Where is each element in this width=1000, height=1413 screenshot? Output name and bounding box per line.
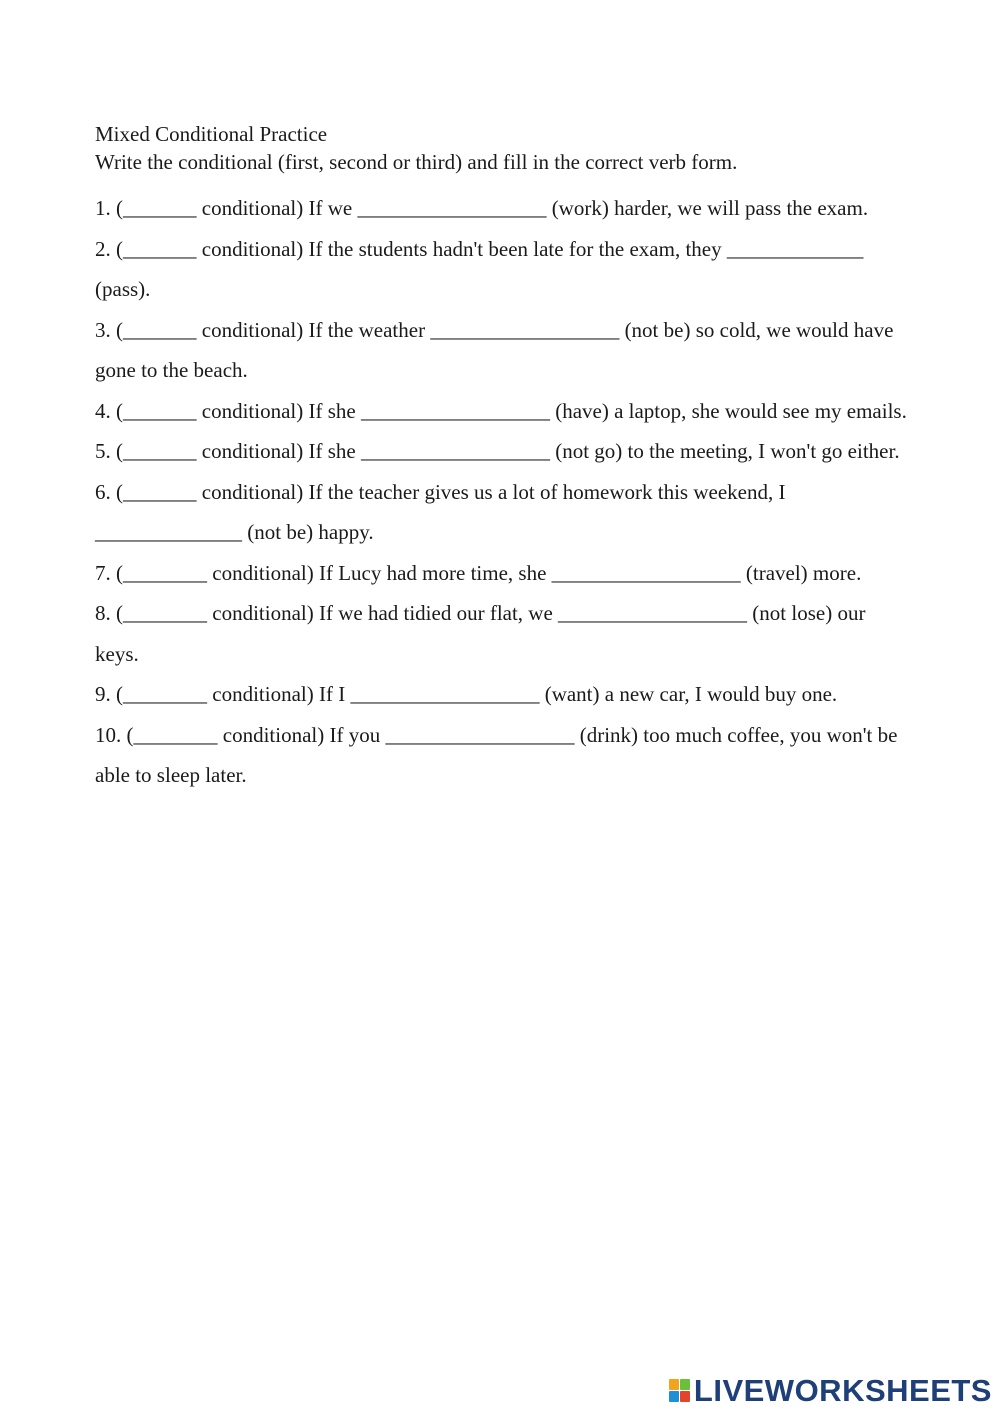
exercise-item-10: 10. (________ conditional) If you __________________ (drink) too much coffee, you won't be able to sleep later. (95, 722, 898, 787)
exercise-item-9: 9. (________ conditional) If I __________________ (want) a new car, I would buy one. (95, 682, 838, 706)
logo-square-blue (669, 1391, 679, 1402)
exercise-item-6: 6. (_______ conditional) If the teacher gives us a lot of homework this weekend, I ______________ (not be) happy. (95, 479, 786, 544)
exercise-item-8: 8. (________ conditional) If we had tidied our flat, we __________________ (not lose) our keys. (95, 601, 866, 666)
logo-square-yellow (669, 1379, 679, 1390)
exercise-item-3: 3. (_______ conditional) If the weather __________________ (not be) so cold, we would have gone to the beach. (95, 317, 894, 382)
logo-text: LIVEWORKSHEETS (693, 1373, 992, 1408)
logo-square-green (680, 1379, 690, 1390)
exercise-item-5: 5. (_______ conditional) If she __________________ (not go) to the meeting, I won't go either. (95, 439, 900, 463)
liveworksheets-logo-icon (669, 1379, 691, 1403)
exercise-item-4: 4. (_______ conditional) If she __________________ (have) a laptop, she would see my emails. (95, 398, 907, 423)
exercise-item-1: 1. (_______ conditional) If we __________________ (work) harder, we will pass the exam. (95, 196, 869, 220)
worksheet-instructions: Write the conditional (first, second or third) and fill in the correct verb form. (95, 150, 738, 174)
exercise-item-7: 7. (________ conditional) If Lucy had more time, she __________________ (travel) more. (95, 560, 862, 585)
exercise-item-2: 2. (_______ conditional) If the students hadn't been late for the exam, they _____________ (pass). (95, 236, 864, 301)
worksheet-title: Mixed Conditional Practice (95, 122, 328, 146)
worksheet (95, 120, 910, 796)
liveworksheets-logo (669, 1375, 992, 1407)
exercise-list (95, 188, 910, 796)
logo-square-red (680, 1391, 690, 1402)
